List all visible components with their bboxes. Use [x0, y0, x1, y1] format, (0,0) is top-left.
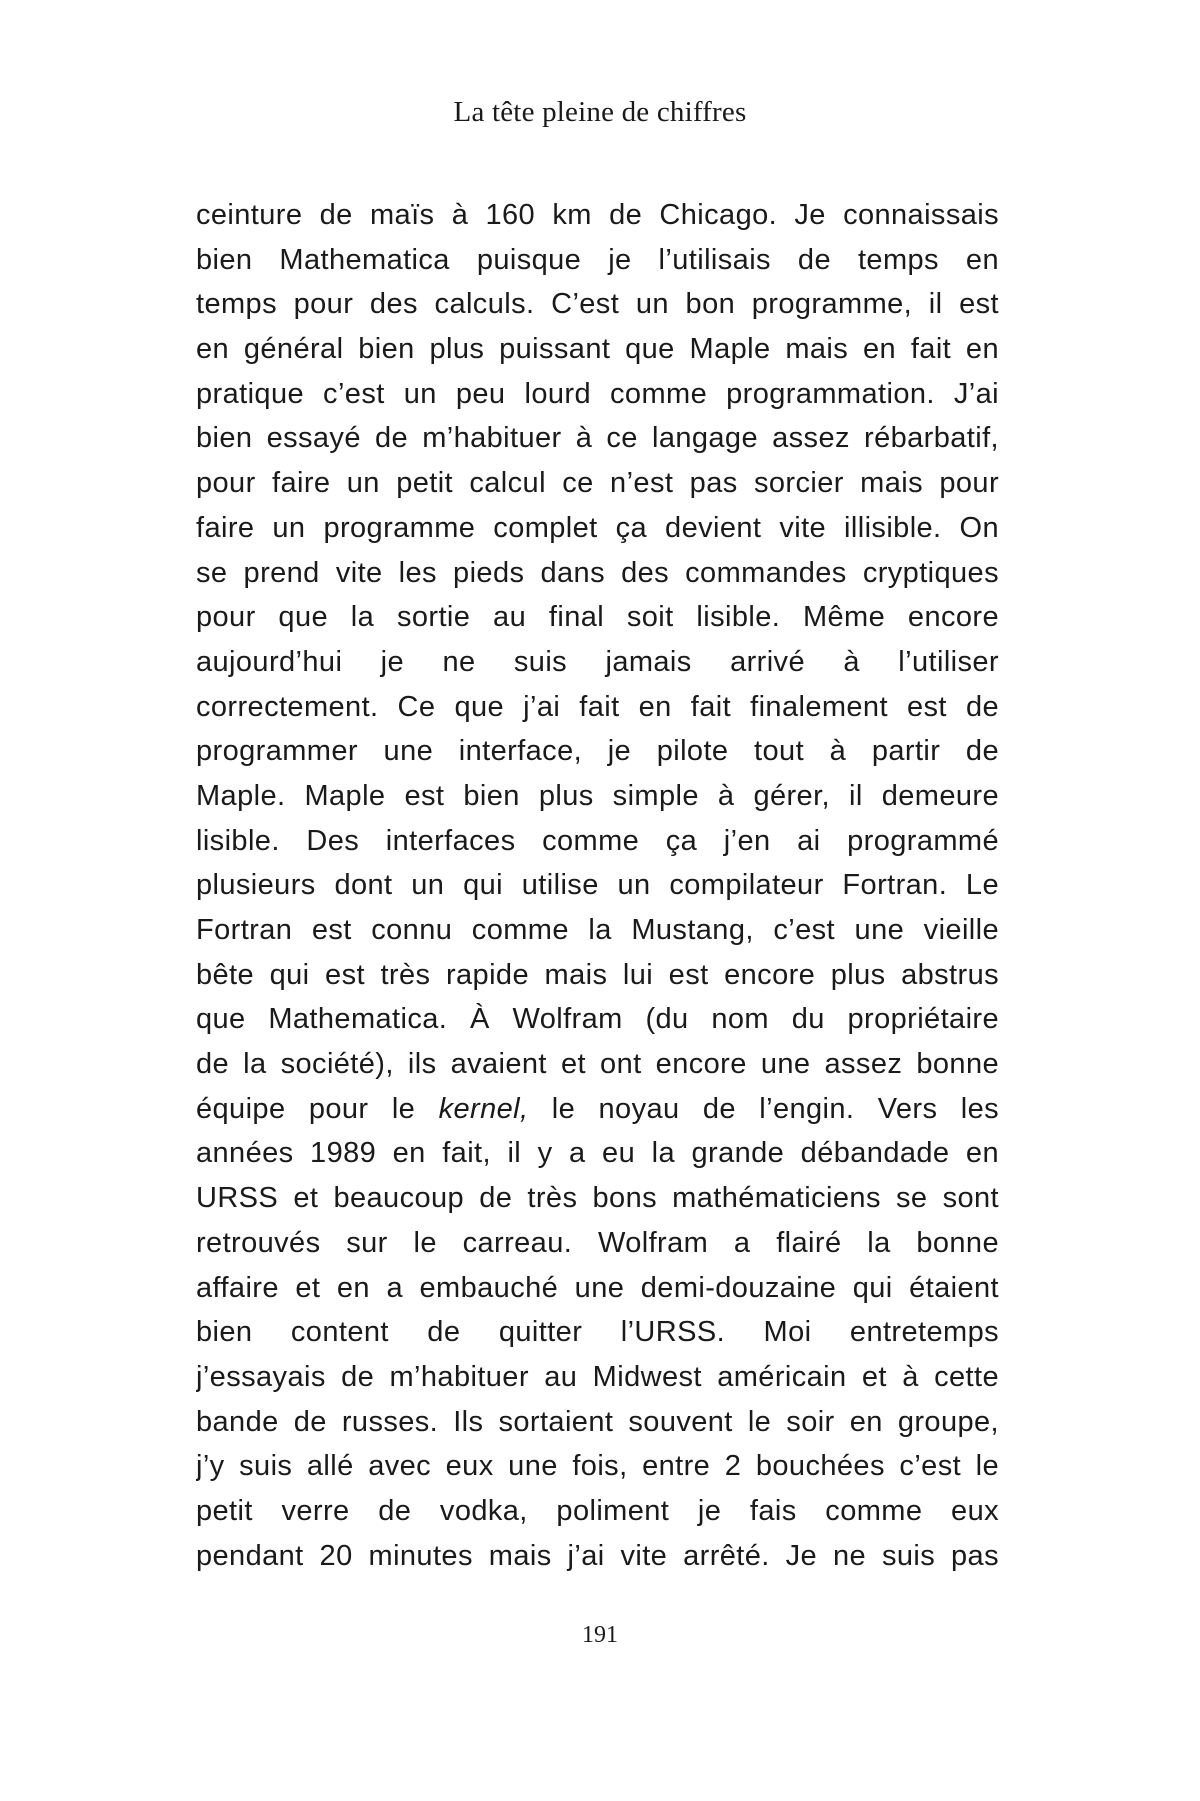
text-line: Fortran est connu comme la Mustang, c’est une vieille [196, 914, 999, 946]
text-line: bien Mathematica puisque je l’utilisais de temps en [196, 243, 999, 276]
text-line: programmer une interface, je pilote tout à partir de [196, 735, 999, 768]
text-segment: le noyau de l’engin. Vers les [528, 1092, 999, 1125]
text-line: bête qui est très rapide mais lui est encore plus abstrus [196, 958, 999, 991]
text-line: plusieurs dont un qui utilise un compilateur Fortran. Le [196, 869, 999, 902]
body-text [196, 193, 999, 1578]
text-line: faire un programme complet ça devient vite illisible. On [196, 511, 999, 544]
text-line: ceinture de maïs à 160 km de Chicago. Je connaissais [196, 199, 999, 231]
page-number: 191 [582, 1622, 618, 1648]
text-line: en général bien plus puissant que Maple mais en fait en [196, 333, 999, 366]
running-header: La tête pleine de chiffres [453, 96, 747, 128]
text-line: années 1989 en fait, il y a eu la grande débandade en [196, 1137, 999, 1170]
text-line: aujourd’hui je ne suis jamais arrivé à l’utiliser [196, 645, 999, 678]
italic-term: kernel, [438, 1092, 529, 1125]
text-line: retrouvés sur le carreau. Wolfram a flairé la bonne [196, 1226, 999, 1259]
text-line: bien content de quitter l’URSS. Moi entretemps [196, 1316, 999, 1349]
text-line: affaire et en a embauché une demi-douzaine qui étaient [196, 1271, 999, 1304]
text-line: se prend vite les pieds dans des commandes cryptiques [196, 556, 999, 589]
text-line: j’essayais de m’habituer au Midwest américain et à cette [196, 1360, 999, 1393]
text-line: pratique c’est un peu lourd comme programmation. J’ai [196, 377, 999, 410]
text-line: pendant 20 minutes mais j’ai vite arrêté. Je ne suis pas [196, 1539, 999, 1572]
text-line: bien essayé de m’habituer à ce langage assez rébarbatif, [196, 422, 999, 455]
text-line: pour faire un petit calcul ce n’est pas sorcier mais pour [196, 467, 999, 500]
text-line: bande de russes. Ils sortaient souvent le soir en groupe, [196, 1405, 999, 1438]
text-line: correctement. Ce que j’ai fait en fait finalement est de [196, 690, 999, 723]
text-line: temps pour des calculs. C’est un bon programme, il est [196, 288, 999, 321]
text-line: pour que la sortie au final soit lisible. Même encore [196, 601, 999, 634]
text-line: Maple. Maple est bien plus simple à gérer, il demeure [196, 779, 999, 812]
text-line: j’y suis allé avec eux une fois, entre 2 bouchées c’est le [196, 1450, 999, 1483]
text-line: de la société), ils avaient et ont encore une assez bonne [196, 1048, 999, 1081]
text-line: lisible. Des interfaces comme ça j’en ai programmé [196, 824, 999, 857]
text-line: que Mathematica. À Wolfram (du nom du propriétaire [196, 1003, 999, 1036]
text-line: URSS et beaucoup de très bons mathématiciens se sont [196, 1182, 999, 1215]
text-line-with-italic [196, 1087, 999, 1132]
text-line: petit verre de vodka, poliment je fais comme eux [196, 1494, 999, 1527]
text-segment: équipe pour le [196, 1092, 439, 1125]
